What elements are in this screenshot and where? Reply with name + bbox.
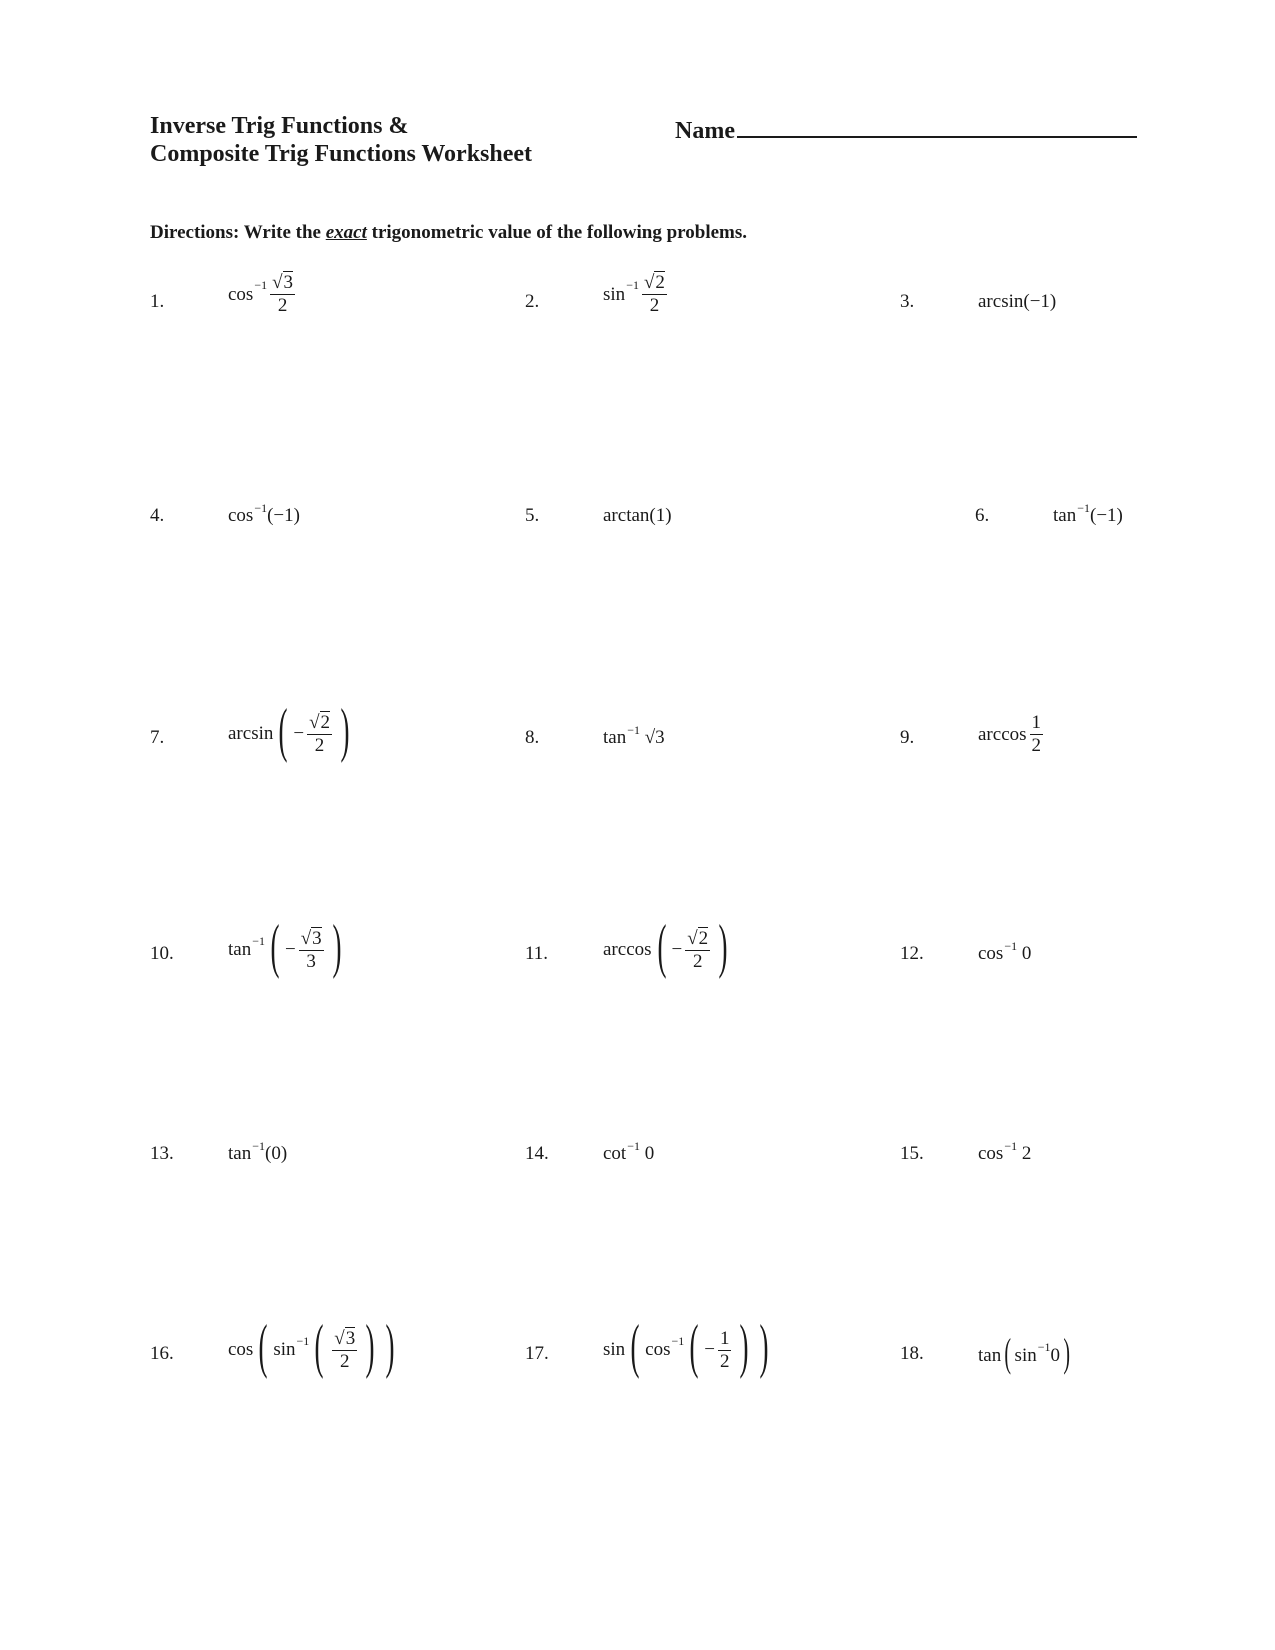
problem-12 bbox=[978, 939, 1032, 965]
argument: √3 bbox=[644, 727, 665, 748]
argument: 2 bbox=[1021, 1143, 1032, 1164]
fraction-numerator: √3 bbox=[334, 1327, 356, 1349]
open-paren: ( bbox=[258, 1313, 268, 1379]
fn: tan bbox=[228, 1143, 252, 1164]
problem-number: 10. bbox=[150, 943, 174, 964]
argument: 0 bbox=[1050, 1345, 1061, 1366]
open-paren: ( bbox=[270, 913, 280, 979]
close-paren: ) bbox=[759, 1313, 769, 1379]
fraction-denominator: 2 bbox=[339, 1350, 350, 1372]
fraction-numerator: √3 bbox=[272, 272, 294, 293]
fn: arccos bbox=[978, 723, 1027, 745]
directions bbox=[150, 222, 747, 244]
fn: arcsin bbox=[228, 723, 274, 744]
argument: (−1) bbox=[1090, 505, 1123, 526]
argument: (−1) bbox=[267, 505, 300, 526]
fraction-denominator: 2 bbox=[277, 295, 288, 316]
fraction bbox=[270, 272, 295, 317]
open-paren: ( bbox=[314, 1313, 324, 1379]
open-paren: ( bbox=[689, 1313, 699, 1379]
problem-number: 11. bbox=[525, 943, 549, 964]
problem-number: 2. bbox=[525, 291, 540, 312]
radicand: 2 bbox=[655, 272, 665, 293]
fn: tan bbox=[1053, 505, 1077, 526]
superscript: −1 bbox=[252, 1139, 265, 1153]
fraction bbox=[1030, 712, 1044, 757]
name-field[interactable] bbox=[675, 112, 1137, 145]
problem-5: arctan(1) bbox=[603, 505, 672, 526]
problem-number: 9. bbox=[900, 727, 915, 748]
fn: cos bbox=[978, 1143, 1004, 1164]
fn: sin bbox=[1014, 1345, 1037, 1366]
problem-number: 18. bbox=[900, 1343, 924, 1364]
close-paren: ) bbox=[340, 697, 350, 763]
problem-number: 4. bbox=[150, 505, 165, 526]
problem-4 bbox=[228, 501, 300, 527]
fraction-numerator: √2 bbox=[309, 711, 331, 733]
title-line-1: Inverse Trig Functions & bbox=[150, 113, 409, 139]
directions-emphasis: exact bbox=[325, 222, 367, 243]
fraction bbox=[718, 1328, 732, 1373]
problem-number: 3. bbox=[900, 291, 915, 312]
close-paren: ) bbox=[385, 1313, 395, 1379]
worksheet-title bbox=[150, 112, 532, 168]
sign: − bbox=[293, 723, 305, 744]
name-blank-line[interactable] bbox=[737, 112, 1137, 138]
open-paren: ( bbox=[278, 697, 288, 763]
argument: (0) bbox=[265, 1143, 288, 1164]
superscript: −1 bbox=[626, 278, 639, 292]
title-line-2: Composite Trig Functions Worksheet bbox=[150, 141, 533, 167]
superscript: −1 bbox=[296, 1333, 310, 1348]
superscript: −1 bbox=[1037, 1339, 1051, 1354]
open-paren: ( bbox=[630, 1313, 640, 1379]
problem-15 bbox=[978, 1139, 1032, 1165]
superscript: −1 bbox=[254, 501, 268, 515]
problem-7 bbox=[228, 697, 355, 764]
outer-fn: tan bbox=[978, 1345, 1002, 1366]
fraction-denominator: 3 bbox=[306, 950, 316, 972]
problem-10 bbox=[228, 913, 347, 980]
problem-number: 12. bbox=[900, 943, 924, 964]
close-paren: ) bbox=[718, 913, 728, 979]
fraction-denominator: 2 bbox=[1031, 735, 1042, 756]
fraction-denominator: 2 bbox=[649, 295, 660, 316]
superscript: −1 bbox=[254, 278, 268, 292]
problem-9 bbox=[978, 712, 1046, 757]
superscript: −1 bbox=[1004, 939, 1018, 953]
fn: tan bbox=[228, 939, 252, 960]
problem-6 bbox=[1053, 501, 1123, 527]
problem-number: 17. bbox=[525, 1343, 549, 1364]
problem-14 bbox=[603, 1139, 655, 1165]
fraction-denominator: 2 bbox=[692, 950, 703, 972]
superscript: −1 bbox=[627, 1139, 640, 1153]
superscript: −1 bbox=[671, 1333, 685, 1348]
fn: arccos bbox=[603, 939, 652, 960]
problem-11 bbox=[603, 913, 733, 980]
problem-number: 13. bbox=[150, 1143, 174, 1164]
fraction bbox=[685, 928, 710, 973]
open-paren: ( bbox=[1004, 1330, 1012, 1375]
superscript: −1 bbox=[627, 723, 640, 737]
sign: − bbox=[704, 1339, 715, 1360]
problem-13 bbox=[228, 1139, 288, 1165]
sign: − bbox=[671, 939, 683, 960]
directions-prefix: Directions: Write the bbox=[150, 222, 326, 243]
problem-1 bbox=[228, 272, 298, 317]
superscript: −1 bbox=[1077, 501, 1090, 515]
fraction-denominator: 2 bbox=[719, 1350, 730, 1372]
fraction-numerator: √3 bbox=[300, 927, 322, 949]
argument: 0 bbox=[1021, 943, 1032, 964]
superscript: −1 bbox=[252, 933, 265, 948]
problem-number: 1. bbox=[150, 291, 165, 312]
sign: − bbox=[284, 939, 296, 960]
fraction bbox=[642, 272, 667, 317]
fraction-numerator: √2 bbox=[643, 272, 665, 293]
close-paren: ) bbox=[1063, 1330, 1071, 1375]
radicand: 3 bbox=[312, 927, 322, 949]
problem-number: 6. bbox=[975, 505, 990, 526]
radicand: 3 bbox=[345, 1327, 356, 1349]
fraction-numerator: 1 bbox=[1031, 712, 1042, 733]
fraction-denominator: 2 bbox=[314, 734, 325, 756]
problem-3: arcsin(−1) bbox=[978, 291, 1057, 312]
fn: cos bbox=[228, 283, 254, 305]
superscript: −1 bbox=[1004, 1139, 1018, 1153]
fn: cos bbox=[645, 1339, 671, 1360]
problem-number: 15. bbox=[900, 1143, 924, 1164]
fn: cos bbox=[978, 943, 1004, 964]
outer-fn: cos bbox=[228, 1339, 254, 1360]
problem-16 bbox=[228, 1313, 400, 1380]
problem-number: 8. bbox=[525, 727, 540, 748]
problem-number: 16. bbox=[150, 1343, 174, 1364]
outer-fn: sin bbox=[603, 1339, 626, 1360]
name-label: Name bbox=[675, 118, 735, 144]
radicand: 2 bbox=[698, 927, 709, 949]
fn: cot bbox=[603, 1143, 627, 1164]
problem-8 bbox=[603, 723, 665, 749]
fraction bbox=[332, 1328, 357, 1373]
problem-2 bbox=[603, 272, 670, 317]
fn: sin bbox=[603, 283, 626, 305]
close-paren: ) bbox=[739, 1313, 749, 1379]
fraction-numerator: 1 bbox=[719, 1327, 730, 1349]
close-paren: ) bbox=[365, 1313, 375, 1379]
problem-18 bbox=[978, 1330, 1073, 1376]
problem-number: 7. bbox=[150, 727, 165, 748]
fn: cos bbox=[228, 505, 254, 526]
fraction-numerator: √2 bbox=[687, 927, 709, 949]
problem-number: 14. bbox=[525, 1143, 549, 1164]
problem-number: 5. bbox=[525, 505, 540, 526]
fn: tan bbox=[603, 727, 627, 748]
problem-17 bbox=[603, 1313, 774, 1380]
argument: 0 bbox=[644, 1143, 655, 1164]
fn: sin bbox=[273, 1339, 296, 1360]
fraction bbox=[307, 712, 332, 757]
radicand: 2 bbox=[320, 711, 331, 733]
directions-suffix: trigonometric value of the following problems. bbox=[366, 222, 748, 243]
close-paren: ) bbox=[332, 913, 342, 979]
open-paren: ( bbox=[657, 913, 667, 979]
fraction bbox=[299, 928, 324, 973]
radicand: 3 bbox=[283, 272, 294, 293]
